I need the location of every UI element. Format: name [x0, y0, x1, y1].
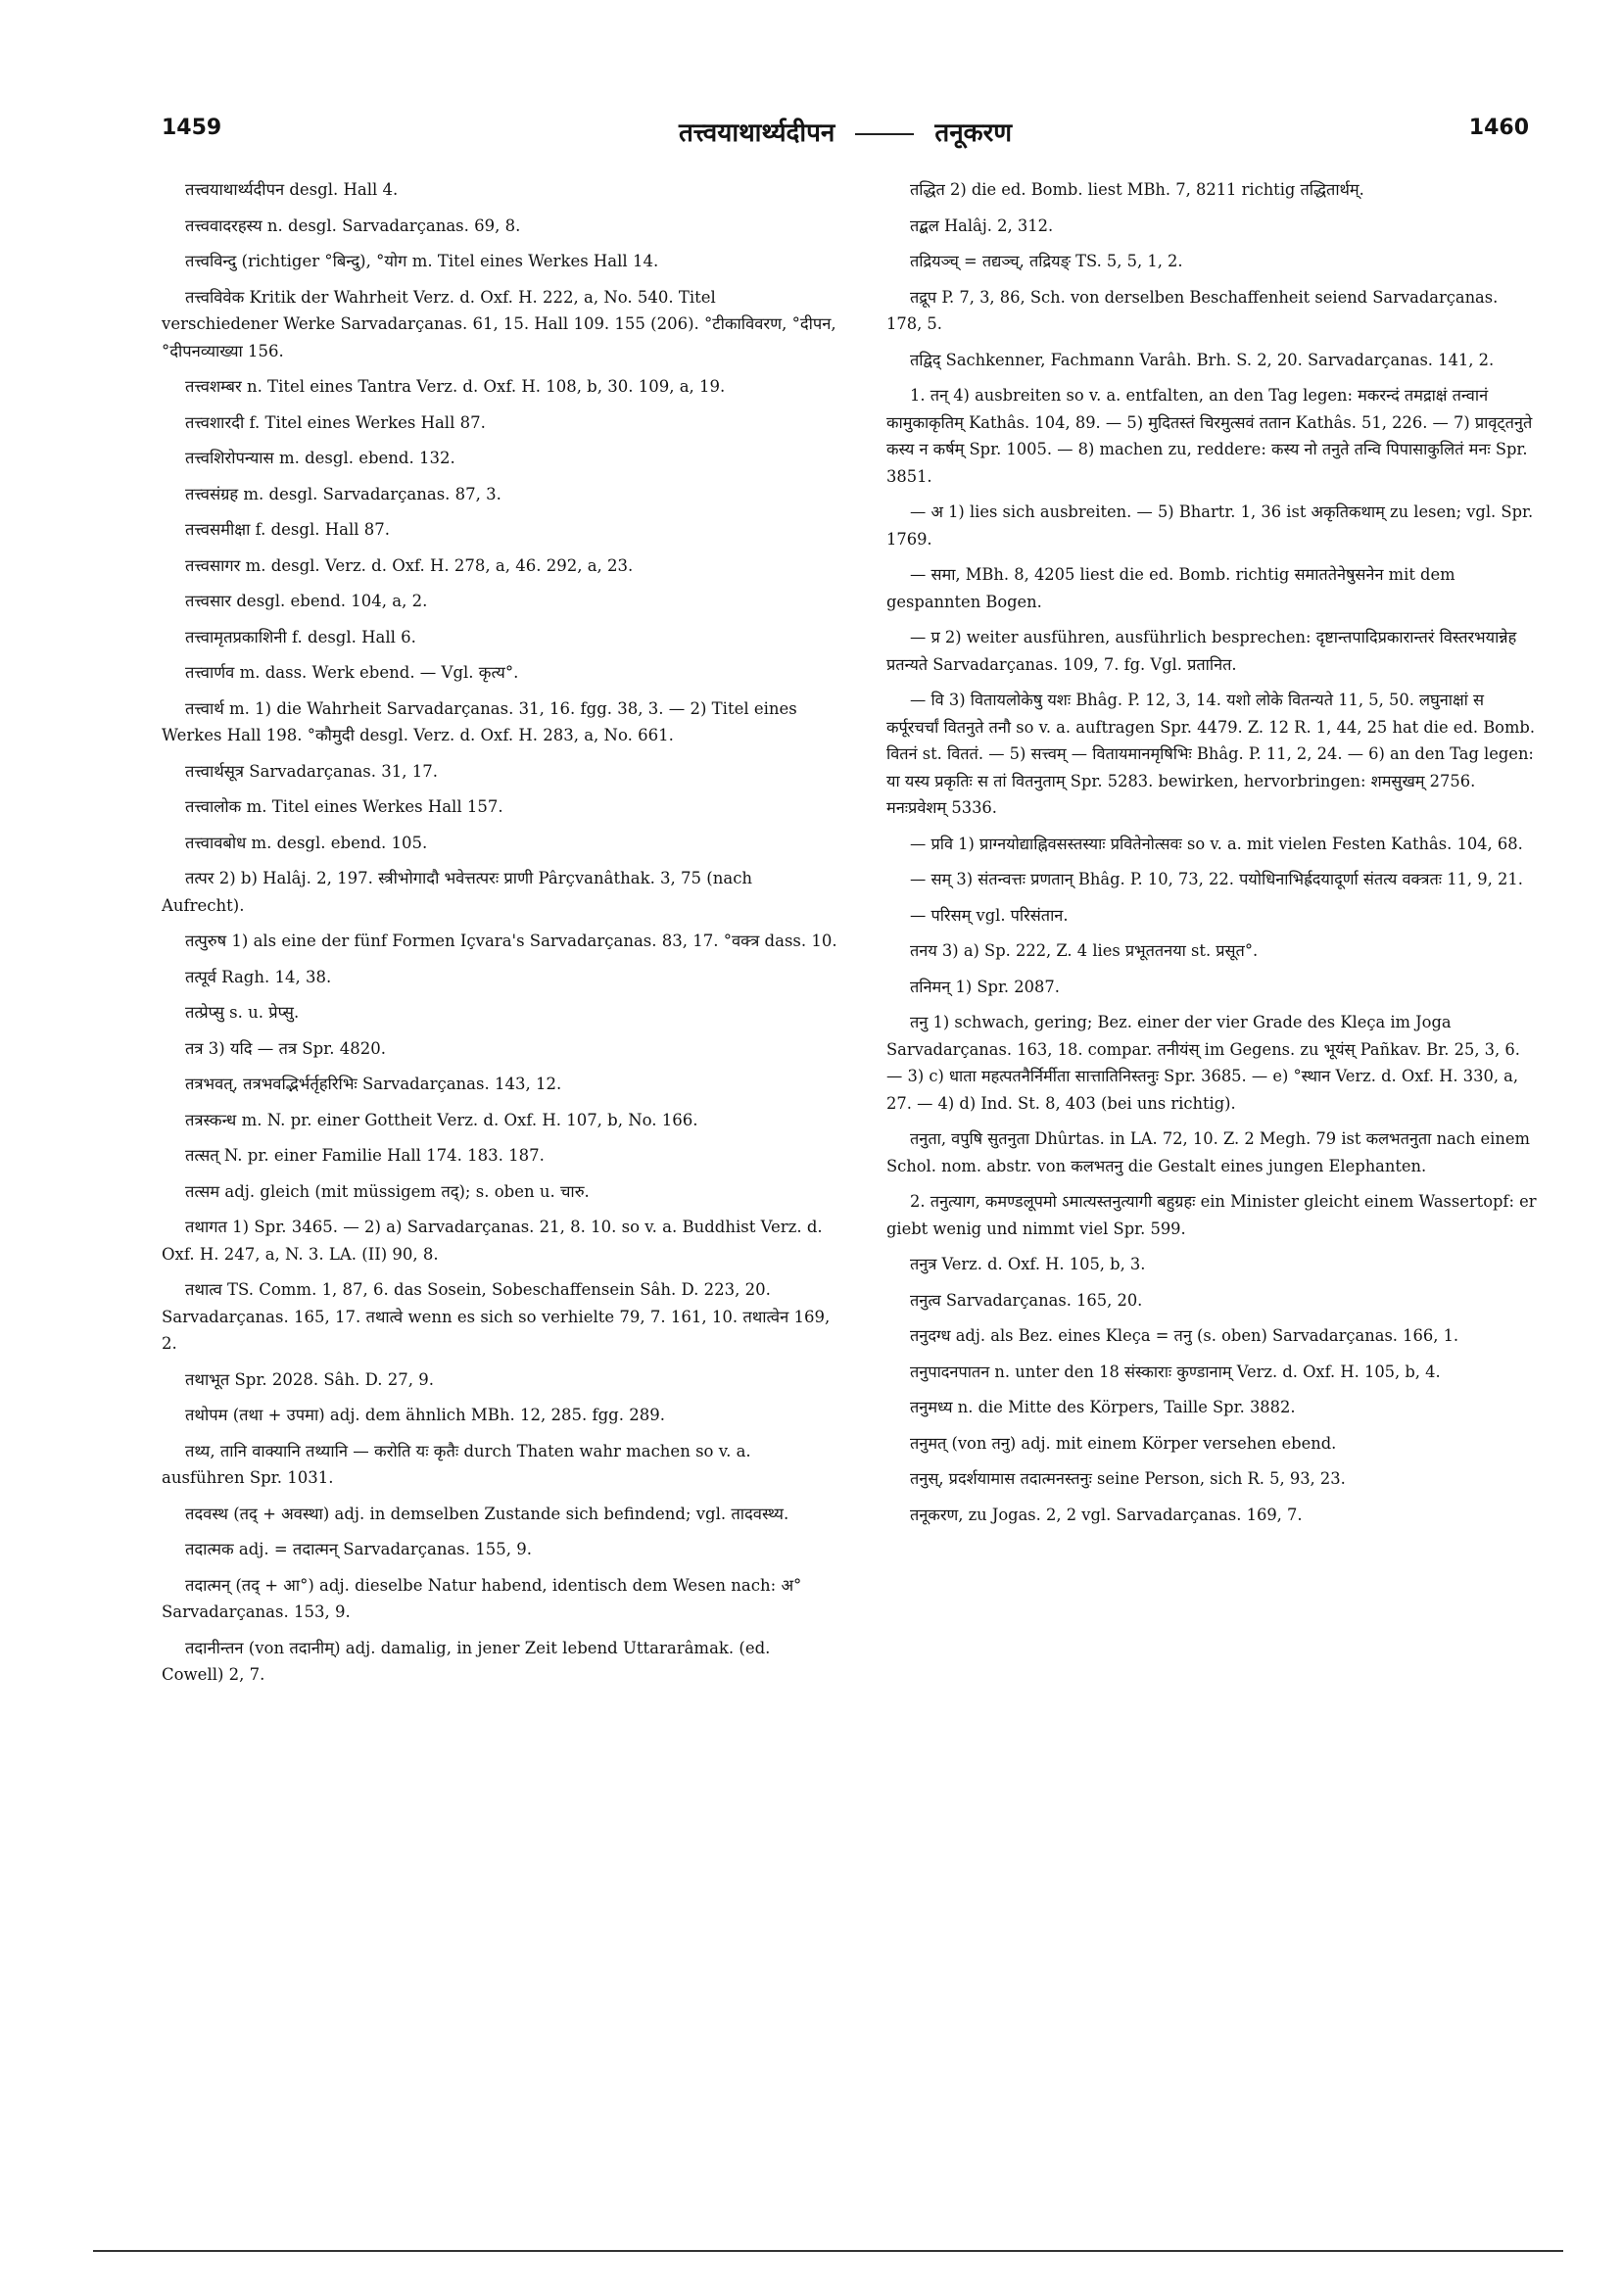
dictionary-entry: — अ 1) lies sich ausbreiten. — 5) Bhartr. 1, 36 ist अकृतिकथाम् zu lesen; vgl. Spr. 1769.: [886, 502, 1534, 549]
dictionary-entry: तथोपम (तथा + उपमा) adj. dem ähnlich MBh. 12, 285. fgg. 289.: [185, 1406, 665, 1424]
dictionary-entry: तनुता, वपुषि सुतनुता Dhûrtas. in LA. 72, 10. Z. 2 Megh. 79 ist कलभतनुता nach einem Schol. nom. abstr. von कलभतनु die Gestalt eines jungen Elephanten.: [886, 1129, 1530, 1175]
dictionary-entry: तत्त्वावबोध m. desgl. ebend. 105.: [185, 833, 428, 852]
dictionary-entry: तत्रस्कन्ध m. N. pr. einer Gottheit Verz. d. Oxf. H. 107, b, No. 166.: [185, 1110, 698, 1129]
dictionary-entry: तत्पुरुष 1) als eine der fünf Formen Içvara's Sarvadarçanas. 83, 17. °वक्त्र dass. 10.: [185, 932, 837, 950]
dictionary-entry: तथाभूत Spr. 2028. Sâh. D. 27, 9.: [185, 1369, 434, 1389]
dictionary-entry: — समा, MBh. 8, 4205 liest die ed. Bomb. richtig समाततेनेषुसनेन mit dem gespannten Bogen.: [886, 565, 1455, 611]
dictionary-entry: — परिसम् vgl. परिसंतान.: [910, 905, 1069, 925]
dictionary-entry: 1. तन् 4) ausbreiten so v. a. entfalten, an den Tag legen: मकरन्दं तमद्राक्षं तन्वानं कामुकाकृतिम् Kathâs. 104, 89. — 5) मुदितस्तं चिरमुत्सवं ततान Kathâs. 51, 226. — 7) प्रावृट्तनुते कस्य न कर्षम् Spr. 1005. — 8) machen zu, reddere: कस्य नो तनुते तन्वि पिपासाकुलितं मनः Spr. 3851.: [886, 386, 1533, 486]
dictionary-entry: तत्र 3) यदि — तत्र Spr. 4820.: [185, 1038, 386, 1058]
running-title: [162, 114, 1529, 149]
left-column: [162, 176, 837, 1698]
dictionary-entry: तत्सत् N. pr. einer Familie Hall 174. 183. 187.: [185, 1146, 545, 1165]
dictionary-entry: तनूकरण, zu Jogas. 2, 2 vgl. Sarvadarçanas. 169, 7.: [910, 1505, 1303, 1524]
dictionary-entry: तदात्मक adj. = तदात्मन् Sarvadarçanas. 155, 9.: [185, 1540, 532, 1558]
dictionary-entry: तत्त्वविवेक Kritik der Wahrheit Verz. d. Oxf. H. 222, a, No. 540. Titel verschiedener Werke Sarvadarçanas. 61, 15. Hall 109. 155 (206). °टीकाविवरण, °दीपन, °दीपनव्याख्या 156.: [162, 287, 836, 360]
dictionary-entry: तत्त्वसागर m. desgl. Verz. d. Oxf. H. 278, a, 46. 292, a, 23.: [185, 555, 634, 575]
dictionary-entry: तत्त्वशम्बर n. Titel eines Tantra Verz. d. Oxf. H. 108, b, 30. 109, a, 19.: [185, 377, 726, 396]
running-title-left: तत्त्वयाथार्थ्यदीपन: [678, 119, 835, 148]
dictionary-entry: तनुस्, प्रदर्शयामास तदात्मनस्तनुः seine Person, sich R. 5, 93, 23.: [910, 1469, 1346, 1488]
dictionary-entry: तत्सम adj. gleich (mit müssigem तद्); s. oben u. चारु.: [185, 1181, 590, 1201]
title-dash: [855, 133, 914, 135]
right-column: [886, 176, 1538, 1537]
dictionary-entry: 2. तनुत्याग, कमण्डलूपमो ऽमात्यस्तनुत्यागी बहुग्रहः ein Minister gleicht einem Wassertopf: er giebt wenig und nimmt viel Spr. 599.: [886, 1192, 1537, 1238]
dictionary-entry: तत्त्वार्णव m. dass. Werk ebend. — Vgl. कृत्य°.: [185, 663, 519, 682]
dictionary-entry: तत्त्वालोक m. Titel eines Werkes Hall 157.: [185, 797, 503, 816]
dictionary-entry: तनुमध्य n. die Mitte des Körpers, Taille Spr. 3882.: [910, 1398, 1296, 1416]
dictionary-entry: तत्त्वविन्दु (richtiger °बिन्दु), °योग m. Titel eines Werkes Hall 14.: [185, 252, 659, 270]
dictionary-entry: — प्रवि 1) प्राग्नयोद्याह्निवसस्तस्याः प्रवितेनोत्सवः so v. a. mit vielen Festen Kathâs. 104, 68.: [910, 834, 1523, 853]
dictionary-entry: तत्त्वार्थ m. 1) die Wahrheit Sarvadarçanas. 31, 16. fgg. 38, 3. — 2) Titel eines Werkes Hall 198. °कौमुदी desgl. Verz. d. Oxf. H. 283, a, No. 661.: [162, 698, 797, 744]
dictionary-entry: तद्धित 2) die ed. Bomb. liest MBh. 7, 8211 richtig तद्धितार्थम्.: [910, 180, 1364, 199]
dictionary-entry: तत्पूर्व Ragh. 14, 38.: [185, 967, 332, 986]
dictionary-entry: तत्त्वामृतप्रकाशिनी f. desgl. Hall 6.: [185, 627, 416, 646]
dictionary-entry: तद्रियञ्च् = तद्यञ्च्, तद्रियङ् TS. 5, 5, 1, 2.: [910, 252, 1183, 270]
dictionary-entry: तनुदग्ध adj. als Bez. eines Kleça = तनु (s. oben) Sarvadarçanas. 166, 1.: [910, 1326, 1459, 1345]
dictionary-entry: तथ्य, तानि वाक्यानि तथ्यानि — करोति यः कृतैः durch Thaten wahr machen so v. a. ausführen Spr. 1031.: [162, 1441, 751, 1487]
dictionary-entry: तनुमत् (von तनु) adj. mit einem Körper versehen ebend.: [910, 1433, 1337, 1453]
dictionary-entry: तनु 1) schwach, gering; Bez. einer der vier Grade des Kleça im Joga Sarvadarçanas. 163, 18. compar. तनीयंस् im Gegens. zu भूयंस् Pañkav. Br. 25, 3, 6. — 3) c) धाता महत्पतनैर्निर्मीता सात्तातिनिस्तनुः Spr. 3685. — e) °स्थान Verz. d. Oxf. H. 330, a, 27. — 4) d) Ind. St. 8, 403 (bei uns richtig).: [886, 1013, 1520, 1113]
dictionary-entry: — प्र 2) weiter ausführen, ausführlich besprechen: दृष्टान्तपादिप्रकारान्तरं विस्तरभयान्नेह प्रतन्यते Sarvadarçanas. 109, 7. fg. Vgl. प्रतानित.: [886, 628, 1517, 674]
dictionary-entry: तदानीन्तन (von तदानीम्) adj. damalig, in jener Zeit lebend Uttararâmak. (ed. Cowell) 2, 7.: [162, 1638, 771, 1684]
page-header: [162, 116, 1529, 149]
dictionary-entry: तत्रभवत्, तत्रभवद्भिर्भर्तृहरिभिः Sarvadarçanas. 143, 12.: [185, 1075, 562, 1093]
page-number-left: 1459: [162, 116, 222, 140]
dictionary-entry: तत्त्वशारदी f. Titel eines Werkes Hall 87.: [185, 412, 486, 432]
dictionary-entry: तत्त्वसंग्रह m. desgl. Sarvadarçanas. 87, 3.: [185, 484, 501, 503]
dictionary-entry: तद्रूप P. 7, 3, 86, Sch. von derselben Beschaffenheit seiend Sarvadarçanas. 178, 5.: [886, 287, 1499, 333]
dictionary-entry: तदात्मन् (तद् + आ°) adj. dieselbe Natur habend, identisch dem Wesen nach: अ° Sarvadarçanas. 153, 9.: [162, 1575, 802, 1621]
dictionary-entry: तनुत्व Sarvadarçanas. 165, 20.: [910, 1290, 1143, 1310]
dictionary-entry: तदवस्थ (तद् + अवस्था) adj. in demselben Zustande sich befindend; vgl. तादवस्थ्य.: [185, 1504, 789, 1523]
dictionary-entry: तत्त्वयाथार्थ्यदीपन desgl. Hall 4.: [185, 180, 399, 199]
dictionary-entry: — वि 3) वितायलोकेषु यशः Bhâg. P. 12, 3, 14. यशो लोके वितन्यते 11, 5, 50. लघुनाक्षां स कर्पूरचर्चां वितनुते तनौ so v. a. auftragen Spr. 4479. Z. 12 R. 1, 44, 25 hat die ed. Bomb. वितनं st. विततं. — 5) सत्त्वम् — वितायमानमृषिभिः Bhâg. P. 11, 2, 24. — 6) an den Tag legen: या यस्य प्रकृतिः स तां वितनुताम् Spr. 5283. bewirken, hervorbringen: शमसुखम् 2756. मनःप्रवेशम् 5336.: [886, 691, 1536, 817]
dictionary-entry: तनिमन् 1) Spr. 2087.: [910, 977, 1060, 996]
dictionary-entry: तनुत्र Verz. d. Oxf. H. 105, b, 3.: [910, 1255, 1146, 1273]
dictionary-entry: तथात्व TS. Comm. 1, 87, 6. das Sosein, Sobeschaffensein Sâh. D. 223, 20. Sarvadarçanas. 165, 17. तथात्वे wenn es sich so verhielte 79, 7. 161, 10. तथात्वेन 169, 2.: [162, 1280, 831, 1353]
dictionary-entry: तत्प्रेप्सु s. u. प्रेप्सु.: [185, 1003, 300, 1022]
dictionary-entry: तद्बल Halâj. 2, 312.: [910, 215, 1054, 235]
dictionary-entry: तत्त्वशिरोपन्यास m. desgl. ebend. 132.: [185, 449, 455, 467]
bottom-rule: [93, 2250, 1563, 2252]
dictionary-entry: — सम् 3) संतन्वत्तः प्रणतान् Bhâg. P. 10, 73, 22. पयोधिनाभिर्ह्रदयादूर्णा संतत्य वक्त्रतः 11, 9, 21.: [910, 870, 1523, 888]
dictionary-entry: तनय 3) a) Sp. 222, Z. 4 lies प्रभूततनया st. प्रसूत°.: [910, 941, 1259, 960]
dictionary-entry: तत्त्ववादरहस्य n. desgl. Sarvadarçanas. 69, 8.: [185, 215, 521, 235]
dictionary-entry: तद्विद् Sachkenner, Fachmann Varâh. Brh. S. 2, 20. Sarvadarçanas. 141, 2.: [910, 350, 1495, 369]
dictionary-entry: तत्पर 2) b) Halâj. 2, 197. स्त्रीभोगादौ भवेत्तत्परः प्राणी Pârçvanâthak. 3, 75 (nach Aufrecht).: [162, 869, 753, 915]
dictionary-entry: तत्त्वसार desgl. ebend. 104, a, 2.: [185, 592, 428, 610]
dictionary-entry: तत्त्वार्थसूत्र Sarvadarçanas. 31, 17.: [185, 761, 438, 781]
dictionary-entry: तनुपादनपातन n. unter den 18 संस्काराः कुण्डानाम् Verz. d. Oxf. H. 105, b, 4.: [910, 1362, 1441, 1381]
running-title-right: तनूकरण: [934, 119, 1013, 148]
dictionary-entry: तत्त्वसमीक्षा f. desgl. Hall 87.: [185, 520, 390, 539]
dictionary-entry: तथागत 1) Spr. 3465. — 2) a) Sarvadarçanas. 21, 8. 10. so v. a. Buddhist Verz. d. Oxf. H. 247, a, N. 3. LA. (II) 90, 8.: [162, 1218, 823, 1264]
page-number-right: 1460: [1468, 116, 1529, 140]
